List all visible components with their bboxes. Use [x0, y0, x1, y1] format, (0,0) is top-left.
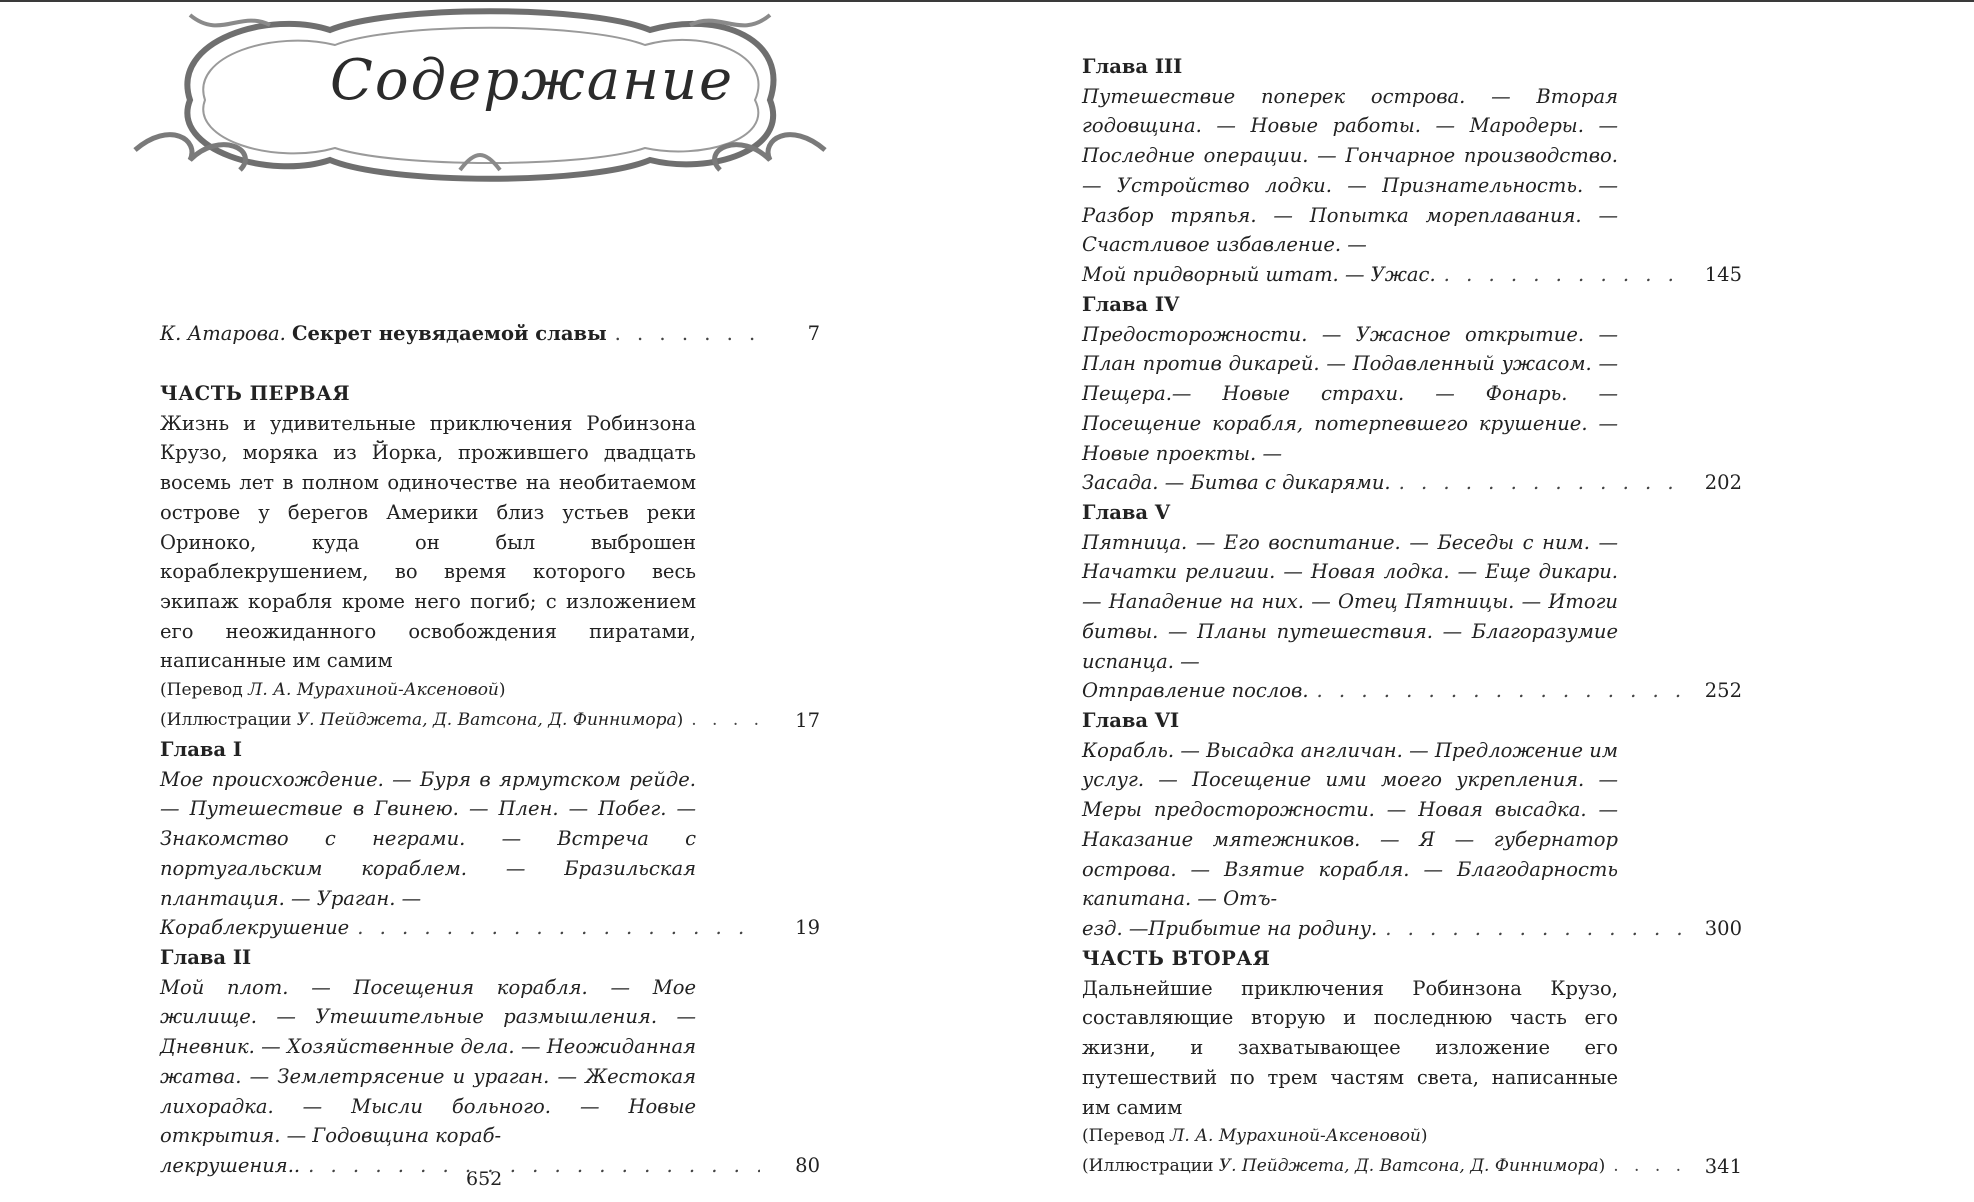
chapter-summary-last: Кораблекрушение: [160, 916, 350, 940]
page-ref: 252: [1704, 679, 1742, 703]
chapter-summary: Мой плот. — Посещения корабля. — Мое жилище. — Утешительные размышления. — Дневник. — Хозяйственные дела. — Неожиданная жатва. — Землетрясение и ураган. — Жестокая лихорадка. — Мысли больного. — Новые открытия. — Годовщина кораб-: [160, 975, 696, 1148]
page-ref: 300: [1704, 916, 1742, 940]
page-title: Содержание: [330, 48, 735, 113]
page-ref: 80: [795, 1153, 820, 1177]
toc-entry-chapter-2[interactable]: [160, 943, 820, 1181]
part-title: ЧАСТЬ ВТОРАЯ: [1082, 947, 1271, 970]
part-title: ЧАСТЬ ПЕРВАЯ: [160, 382, 351, 405]
page-ref: 341: [1704, 1154, 1742, 1178]
illustrations-note: (Иллюстрации У. Пейджета, Д. Ватсона, Д. Финнимора): [1082, 1155, 1606, 1176]
toc-entry-chapter-5[interactable]: [1082, 498, 1742, 706]
toc-entry-chapter-3[interactable]: [1082, 52, 1742, 290]
page-ref: 19: [795, 916, 820, 940]
chapter-summary-last: Мой придворный штат. — Ужас.: [1082, 262, 1436, 286]
page-number: 652: [466, 1168, 503, 1190]
chapter-summary: Корабль. — Высадка англичан. — Предложение им услуг. — Посещение ими моего укрепления. — Меры предосторожности. — Новая высадка. — Наказание мятежников. — Я — губернатор острова. — Взятие корабля. — Благодарность капитана. — Отъ-: [1082, 738, 1618, 911]
chapter-summary-last: езд. —Прибытие на родину.: [1082, 916, 1378, 940]
chapter-title: Глава IV: [1082, 293, 1180, 316]
intro-author: К. Атарова.: [160, 322, 286, 345]
chapter-title: Глава V: [1082, 501, 1170, 524]
chapter-summary: Мое происхождение. — Буря в ярмутском рейде. — Путешествие в Гвинею. — Плен. — Побег. — Знакомство с неграми. — Встреча с португальским кораблем. — Бразильская плантация. — Ураган. —: [160, 767, 696, 910]
chapter-summary: Пятница. — Его воспитание. — Беседы с ним. — Начатки религии. — Новая лодка. — Еще дикари. — Нападение на них. — Отец Пятницы. — Итоги битвы. — Планы путешествия. — Благоразумие испанца. —: [1082, 530, 1618, 673]
translation-note: (Перевод Л. А. Мурахиной-Аксеновой): [160, 680, 506, 701]
intro-title: Секрет неувядаемой славы: [291, 322, 607, 345]
toc-entry-chapter-1[interactable]: [160, 735, 820, 943]
page-ref: 202: [1704, 471, 1742, 495]
toc-entry-part2[interactable]: [1082, 944, 1742, 1182]
part-description: Жизнь и удивительные приключения Робинзона Крузо, моряка из Йорка, прожившего двадцать восемь лет в полном одиночестве на необитаемом острове у берегов Америки близ устьев реки Ориноко, куда он был выброшен кораблекрушением, во время которого весь экипаж корабля кроме него погиб; с изложением его неожиданного освобождения пиратами, написанные им самим: [160, 411, 696, 673]
chapter-title: Глава I: [160, 738, 242, 761]
toc-entry-chapter-6[interactable]: [1082, 706, 1742, 944]
part-description: Дальнейшие приключения Робинзона Крузо, составляющие вторую и последнюю часть его жизни, и захватывающее изложение его путешествий по трем частям света, написанные им самим: [1082, 976, 1618, 1119]
translation-note: (Перевод Л. А. Мурахиной-Аксеновой): [1082, 1126, 1428, 1147]
chapter-summary: Предосторожности. — Ужасное открытие. — План против дикарей. — Подавленный ужасом. — Пещера.— Новые страхи. — Фонарь. — Посещение корабля, потерпевшего крушение. — Новые проекты. —: [1082, 322, 1618, 465]
chapter-summary-last: Отправление послов.: [1082, 679, 1309, 703]
chapter-title: Глава II: [160, 946, 252, 969]
chapter-title: Глава VI: [1082, 709, 1180, 732]
chapter-summary-last: Засада. — Битва с дикарями.: [1082, 471, 1391, 495]
toc-entry-part1[interactable]: [160, 379, 820, 735]
illustrations-note: (Иллюстрации У. Пейджета, Д. Ватсона, Д. Финнимора): [160, 709, 684, 730]
page-ref: 17: [795, 708, 820, 732]
chapter-title: Глава III: [1082, 55, 1183, 78]
chapter-summary-last: лекрушения..: [160, 1153, 301, 1177]
chapter-summary: Путешествие поперек острова. — Вторая годовщина. — Новые работы. — Мародеры. — Последние операции. — Гончарное производство. — Устройство лодки. — Признательность. — Разбор тряпья. — Попытка мореплавания. — Счастливое избавление. —: [1082, 84, 1618, 257]
page-ref: 145: [1704, 262, 1742, 286]
toc-entry-chapter-4[interactable]: [1082, 290, 1742, 498]
toc-entry-intro[interactable]: [160, 319, 820, 349]
page-ref: 7: [807, 322, 820, 345]
